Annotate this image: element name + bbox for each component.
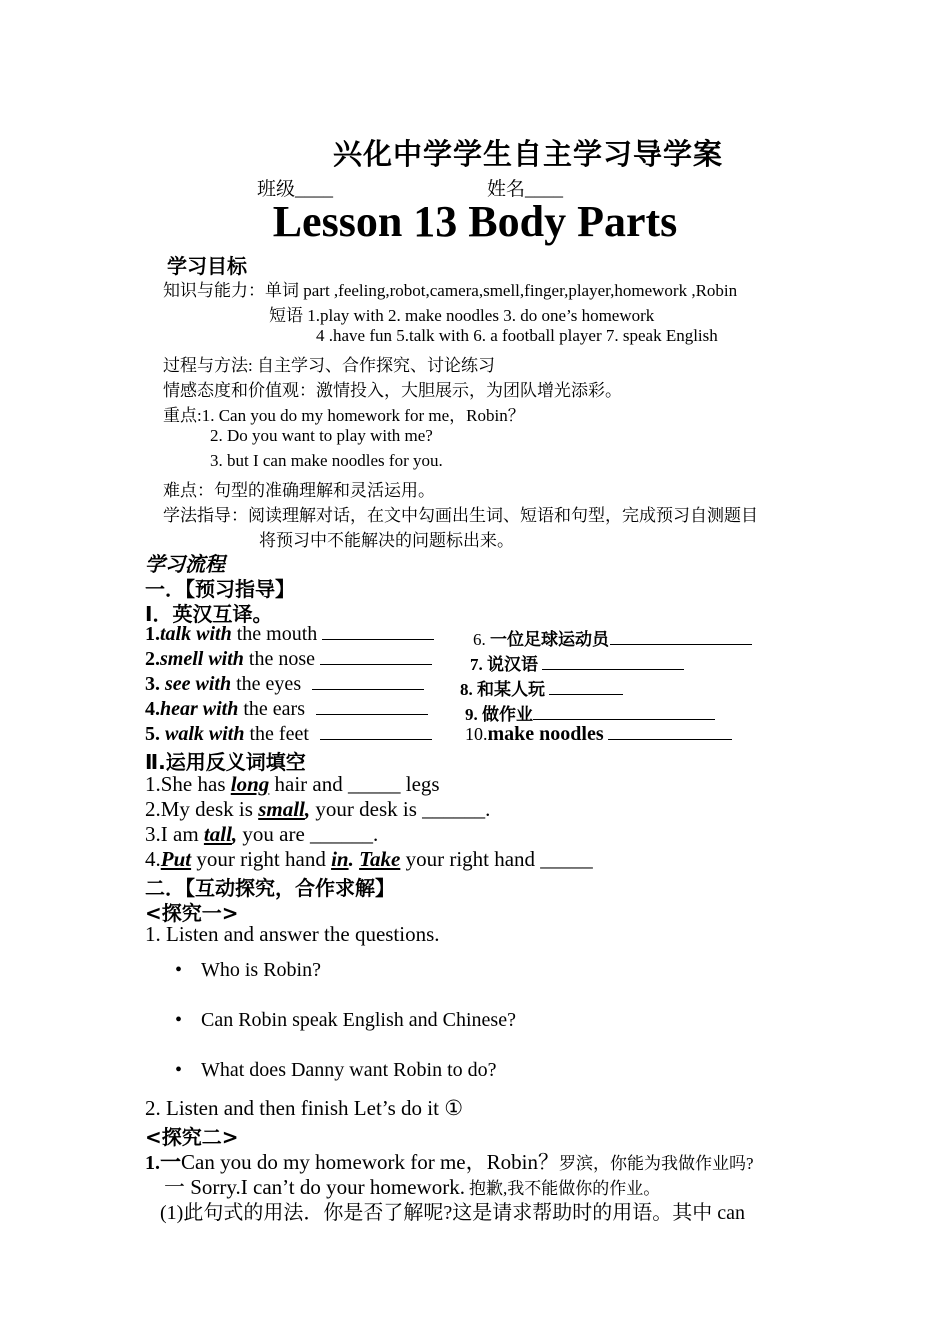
explore-2-heading: <探究二> [145, 1125, 239, 1149]
key-point-3: 3. but I can make noodles for you. [210, 451, 443, 470]
translate-item-7: 7. 说汉语 [470, 650, 684, 675]
answer-blank[interactable] [316, 698, 428, 715]
translate-item-9: 9. 做作业 [465, 700, 715, 725]
goals-vocab: 知识与能力：单词 part ,feeling,robot,camera,smell,finger,player,homework ,Robin [163, 281, 738, 300]
method-1: 学法指导：阅读理解对话，在文中勾画出生词、短语和句型，完成预习自测题目 [163, 506, 758, 525]
answer-blank[interactable] [320, 723, 432, 740]
lesson-title: Lesson 13 Body Parts [272, 197, 678, 246]
part-2-heading: 二．【互动探究，合作求解】 [145, 876, 395, 900]
translate-item-1: 1.talk with the mouth [145, 623, 434, 646]
answer-blank[interactable] [322, 623, 434, 640]
antonym-4: 4.Put your right hand in. Take your right hand _____ [145, 847, 593, 871]
goals-heading: 学习目标 [167, 254, 247, 278]
translate-item-3: 3. see with the eyes [145, 673, 424, 696]
part-1-heading: 一．【预习指导】 [145, 577, 295, 601]
answer-blank[interactable] [320, 648, 432, 665]
goals-process: 过程与方法: 自主学习、合作探究、讨论练习 [163, 356, 495, 375]
answer-blank[interactable] [312, 673, 424, 690]
antonym-2: 2.My desk is small, your desk is ______. [145, 797, 491, 821]
school-title: 兴化中学学生自主学习导学案 [332, 139, 723, 171]
question-who-is-robin: • Who is Robin? [175, 959, 321, 982]
dialogue-line-2: 一 Sorry.I can’t do your homework. 抱歉,我不能做你的作业。 [164, 1175, 661, 1199]
goals-phrases-1: 短语 1.play with 2. make noodles 3. do one’s homework [269, 306, 655, 325]
goals-phrases-2: 4 .have fun 5.talk with 6. a football player 7. speak English [316, 326, 718, 345]
listen-task-1: 1. Listen and answer the questions. [145, 922, 440, 946]
difficulty: 难点：句型的准确理解和灵活运用。 [163, 481, 435, 500]
flow-heading: 学习流程 [145, 552, 225, 576]
answer-blank[interactable] [533, 703, 715, 720]
listen-task-2: 2. Listen and then finish Let’s do it ① [145, 1096, 464, 1120]
translate-item-4: 4.hear with the ears [145, 698, 428, 721]
answer-blank[interactable] [542, 653, 684, 670]
answer-blank[interactable] [608, 723, 732, 740]
antonym-1: 1.She has long hair and _____ legs [145, 772, 440, 796]
section-1-heading: I．英汉互译。 [145, 602, 273, 626]
key-point-1: 重点:1. Can you do my homework for me，Robin？ [163, 406, 525, 425]
question-robin-languages: • Can Robin speak English and Chinese? [175, 1009, 516, 1032]
translate-item-6: 6. 一位足球运动员 [473, 625, 752, 650]
key-point-2: 2. Do you want to play with me? [210, 426, 433, 445]
goals-attitude: 情感态度和价值观：激情投入，大胆展示，为团队增光添彩。 [163, 381, 622, 400]
antonym-3: 3.I am tall, you are ______. [145, 822, 379, 846]
explore-1-heading: <探究一> [145, 901, 239, 925]
answer-blank[interactable] [549, 678, 623, 695]
class-label: 班级____ [257, 179, 334, 200]
section-2-heading: Ⅱ.运用反义词填空 [145, 750, 306, 774]
translate-item-10: 10.make noodles [465, 723, 732, 746]
translate-item-8: 8. 和某人玩 [460, 675, 623, 700]
question-danny-wants: • What does Danny want Robin to do? [175, 1059, 497, 1082]
name-label: 姓名____ [487, 179, 564, 200]
translate-item-2: 2.smell with the nose [145, 648, 432, 671]
dialogue-line-1: 1.一Can you do my homework for me，Robin？罗滨，你能为我做作业吗? [145, 1150, 754, 1174]
method-2: 将预习中不能解决的问题标出来。 [259, 531, 514, 550]
usage-note: (1)此句式的用法．你是否了解呢?这是请求帮助时的用语。其中 can [160, 1202, 745, 1224]
answer-blank[interactable] [610, 628, 752, 645]
translate-item-5: 5. walk with the feet [145, 723, 432, 746]
